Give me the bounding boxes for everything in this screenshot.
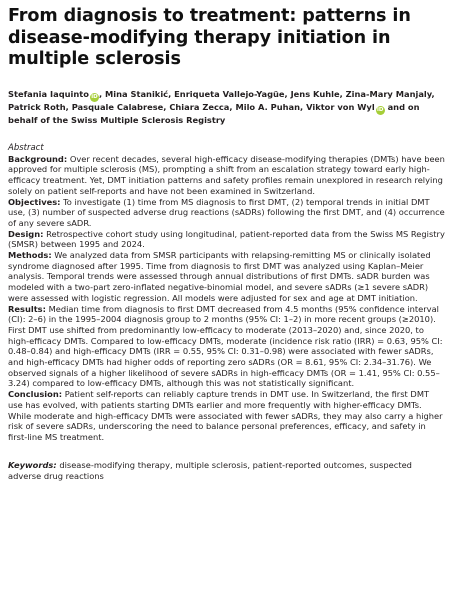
section-label: Objectives:: [8, 196, 61, 207]
section-label: Results:: [8, 303, 46, 314]
orcid-icon[interactable]: iD: [91, 93, 98, 100]
paper-page: [8, 6, 446, 482]
abstract-section: [8, 304, 446, 390]
author-name: Viktor von Wyl: [306, 101, 375, 112]
author-separator: ,: [98, 88, 106, 99]
author-name: Zina-Mary Manjaly: [345, 88, 432, 99]
keywords-label: Keywords:: [8, 459, 57, 470]
abstract-section: [8, 389, 446, 443]
author-name: Chiara Zecca: [169, 101, 230, 112]
author-separator: ,: [284, 88, 291, 99]
author-name: Pasquale Calabrese: [71, 101, 164, 112]
author-separator: ,: [65, 101, 72, 112]
keywords: [8, 460, 446, 482]
author-name: Stefania Iaquinto: [8, 88, 89, 99]
keywords-text: disease-modifying therapy, multiple sclerosis, patient-reported outcomes, suspected adverse drug reactions: [8, 459, 412, 481]
author-separator: ,: [339, 88, 346, 99]
author-separator: ,: [431, 88, 435, 99]
section-text: Retrospective cohort study using longitudinal, patient-reported data from the Swiss MS Registry (SMSR) between 1995 and 2024.: [8, 228, 445, 250]
section-label: Methods:: [8, 250, 52, 261]
author-list: [8, 89, 446, 127]
abstract-section: [8, 154, 446, 197]
section-label: Conclusion:: [8, 389, 63, 400]
author-name: Jens Kuhle: [290, 88, 340, 99]
abstract: [8, 143, 446, 443]
authors-suffix: and on behalf of the Swiss Multiple Sclerosis Registry: [8, 101, 420, 125]
abstract-section: [8, 229, 446, 250]
author-separator: ,: [300, 101, 307, 112]
section-text: Median time from diagnosis to first DMT decreased from 4.5 months (95% confidence interval (CI): 2–6) in the 1995–2004 diagnosis group to 2 months (95% CI: 1–2) in more recent groups (≥2010). First DMT use shifted from predominantly low-efficacy to moderate (2013–2020) and, since 2020, to high-efficacy DMTs. Compared to low-efficacy DMTs, moderate (incidence risk ratio (IRR) = 0.63, 95% CI: 0.48–0.84) and high-efficacy DMTs (IRR = 0.55, 95% CI: 0.31–0.98) were associated with fewer sADRs, and high-efficacy DMTs had higher odds of reporting zero sADRs (OR = 8.61, 95% CI: 2.34–31.76). We observed signals of a higher likelihood of severe sADRs in high-efficacy DMTs (OR = 1.41, 95% CI: 0.55–3.24) compared to low-efficacy DMTs, although this was not statistically significant.: [8, 303, 443, 389]
section-text: To investigate (1) time from MS diagnosis to first DMT, (2) temporal trends in initial DMT use, (3) number of suspected adverse drug reactions (sADRs) following the first DMT, and (4) occurrence of any severe sADR.: [8, 196, 445, 228]
section-text: Patient self-reports can reliably capture trends in DMT use. In Switzerland, the first DMT use has evolved, with patients starting DMTs earlier and more frequently with higher-efficacy DMTs. While moderate and high-efficacy DMTs were associated with fewer sADRs, they may also carry a higher risk of severe sADRs, underscoring the need to balance personal preferences, efficacy, and safety in first-line MS treatment.: [8, 389, 443, 442]
author-separator: ,: [163, 101, 170, 112]
paper-title: From diagnosis to treatment: patterns in disease-modifying therapy initiation in multiple sclerosis: [8, 6, 411, 69]
section-text: We analyzed data from SMSR participants with relapsing-remitting MS or clinically isolated syndrome diagnosed after 1995. Time from diagnosis to first DMT was analyzed using Kaplan–Meier analysis. Temporal trends were assessed through annual distributions of first DMTs. sADR burden was modeled with a two-part zero-inflated negative-binomial model, and severe sADRs (≥1 severe sADR) were assessed with logistic regression. All models were adjusted for sex and age at DMT initiation.: [8, 250, 431, 303]
author-name: Patrick Roth: [8, 101, 66, 112]
author-separator: ,: [168, 88, 175, 99]
author-name: Milo A. Puhan: [235, 101, 301, 112]
abstract-section: [8, 197, 446, 229]
author-separator: ,: [229, 101, 236, 112]
orcid-icon[interactable]: iD: [376, 106, 384, 113]
section-label: Design:: [8, 228, 44, 239]
author-name: Mina Stanikić: [105, 88, 169, 99]
abstract-heading: Abstract: [8, 143, 44, 153]
section-text: Over recent decades, several high-efficacy disease-modifying therapies (DMTs) have been approved for multiple sclerosis (MS), prompting a shift from an escalation strategy toward early high-efficacy treatment. Yet, DMT initiation patterns and safety profiles remain unexplored in research relying solely on patient self-reports and have not been examined in Switzerland.: [8, 153, 445, 196]
author-name: Enriqueta Vallejo-Yagüe: [174, 88, 285, 99]
section-label: Background:: [8, 153, 68, 164]
abstract-section: [8, 250, 446, 304]
